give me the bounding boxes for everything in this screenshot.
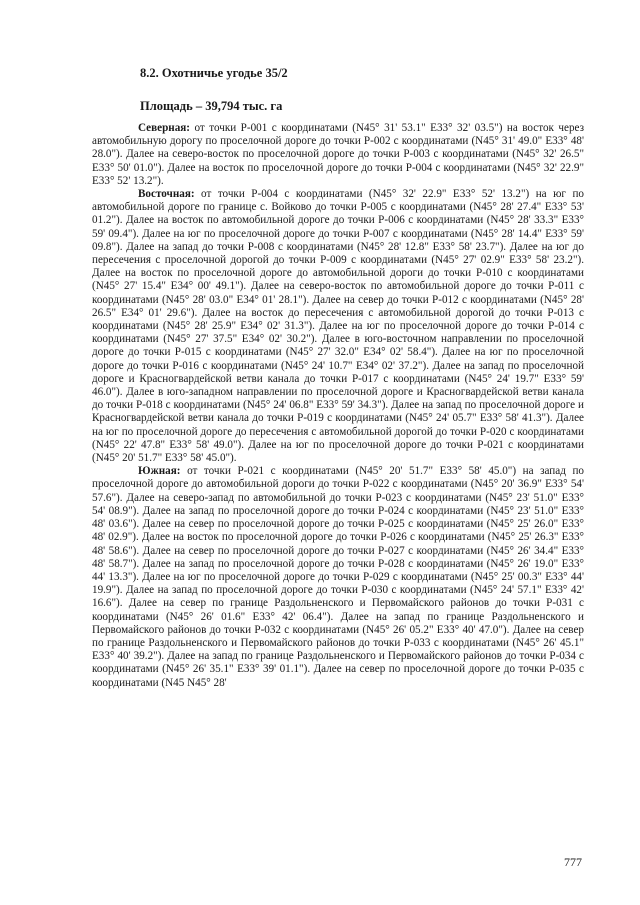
east-boundary-label: Восточная: [138,188,195,201]
page-number: 777 [564,855,582,869]
section-heading: 8.2. Охотничье угодье 35/2 [140,66,288,80]
north-boundary-text: от точки Р-001 с координатами (N45° 31' 53.1" E33° 32' 03.5") на восток через автомобильную дорогу по проселочной дороге до точки Р-002 с координатами (N45° 31' 49.0" E33° 48' 28.0"). Далее на северо-восток по проселочной дороге до точки Р-003 с координатами (N45° 32' 26.5" E33° 50' 01.0"). Далее на восток по проселочной дороге до точки Р-004 с координатами (N45° 32' 22.9" E33° 52' 13.2"). [92,122,584,187]
boundary-description [92,122,584,690]
north-boundary-label: Северная: [138,122,191,134]
south-boundary-text: от точки Р-021 с координатами (N45° 20' 51.7" E33° 58' 45.0") на запад по проселочной дороге до автомобильной дороги до точки Р-022 с координатами (N45° 20' 36.9" E33° 54' 57.6"). Далее на северо-запад по автомобильной до точки Р-023 с координатами (N45° 23' 51.0" E33° 54' 08.9"). Далее на запад по проселочной дороге до точки Р-024 с координатами (N45° 23' 51.0" E33° 48' 03.6"). Далее на север по проселочной дороге до точки Р-025 с координатами (N45° 25' 26.0" E33° 48' 02.9"). Далее на восток по проселочной дороге до точки Р-026 с координатами (N45° 25' 26.3" E33° 48' 58.6"). Далее на север по проселочной дороге до точки Р-027 с координатами (N45° 26' 34.4" E33° 48' 58.7"). Далее на запад по проселочной дороге до точки Р-028 с координатами (N45° 26' 19.0" E33° 44' 13.3"). Далее на юг по проселочной дороге до точки Р-029 с координатами (N45° 25' 00.3" E33° 44' 19.9"). Далее на запад по проселочной дороге до точки Р-030 с координатами (N45° 24' 57.1" E33° 42' 16.6"). Далее на север по границе Раздольненского и Первомайского районов до точки Р-031 с координатами (N45° 26' 01.6" E33° 42' 06.4"). Далее на запад по границе Раздольненского и Первомайского районов до точки Р-032 с координатами (N45° 26' 05.2" E33° 40' 47.0"). Далее на север по границе Раздольненского и Первомайского районов до точки Р-033 с координатами (N45° 26' 45.1" E33° 40' 39.2"). Далее на запад по границе Раздольненского и Первомайского районов до точки Р-034 с координатами (N45° 26' 35.1" E33° 39' 01.1"). Далее на север по проселочной дороге до точки Р-035 с координатами (N45 N45° 28' [92,465,584,689]
area-label: Площадь – 39,794 тыс. га [140,99,283,113]
north-boundary-paragraph [92,122,584,188]
east-boundary-paragraph [92,188,584,465]
south-boundary-paragraph [92,465,584,689]
south-boundary-label: Южная: [138,465,181,478]
east-boundary-text: от точки Р-004 с координатами (N45° 32' 22.9" E33° 52' 13.2") на юг по автомобильной дороге по границе с. Войково до точки Р-005 с координатами (N45° 28' 27.4" E33° 53' 01.2"). Далее на восток по автомобильной дороге до точки Р-006 с координатами (N45° 28' 33.3" E33° 59' 09.4"). Далее на юг по проселочной дороге до точки Р-007 с координатами (N45° 28' 14.4" E33° 59' 09.8"). Далее на запад до точки Р-008 с координатами (N45° 28' 12.8" E33° 58' 23.7"). Далее на юг до пересечения с проселочной дорогой до точки Р-009 с координатами (N45° 27' 02.9" E33° 58' 23.2"). Далее на восток по проселочной дороге до автомобильной дороги до точки Р-010 с координатами (N45° 27' 15.4" E34° 00' 49.1"). Далее на северо-восток по автомобильной дороге до точки Р-011 с координатами (N45° 28' 03.0" E34° 01' 28.1"). Далее на север до точки Р-012 с координатами (N45° 28' 26.5" E34° 01' 29.6"). Далее на восток до пересечения с автомобильной дорогой до точки Р-013 с координатами (N45° 28' 25.9" E34° 02' 31.3"). Далее на юг по проселочной дороге до точки Р-014 с координатами (N45° 27' 37.5" E34° 02' 30.2"). Далее в юго-восточном направлении по проселочной дороге до точки Р-015 с координатами (N45° 27' 32.0" E34° 02' 58.4"). Далее на юг по проселочной дороге до точки Р-016 с координатами (N45° 24' 10.7" E34° 02' 37.2"). Далее на запад по проселочной дороге и Красногвардейской ветви канала до точки Р-017 с координатами (N45° 24' 19.7" E33° 59' 46.0"). Далее в юго-западном направлении по проселочной дороге и Красногвардейской ветви канала до точки Р-018 с координатами (N45° 24' 06.8" E33° 59' 34.3"). Далее на запад по проселочной дороге и Красногвардейской ветви канала до точки Р-019 с координатами (N45° 24' 05.7" E33° 58' 41.3"). Далее на юг по проселочной дороге до пересечения с автомобильной дорогой до точки Р-020 с координатами (N45° 22' 47.8" E33° 58' 49.0"). Далее на юг по проселочной дороге до точки Р-021 с координатами (N45° 20' 51.7" E33° 58' 45.0"). [92,188,584,465]
